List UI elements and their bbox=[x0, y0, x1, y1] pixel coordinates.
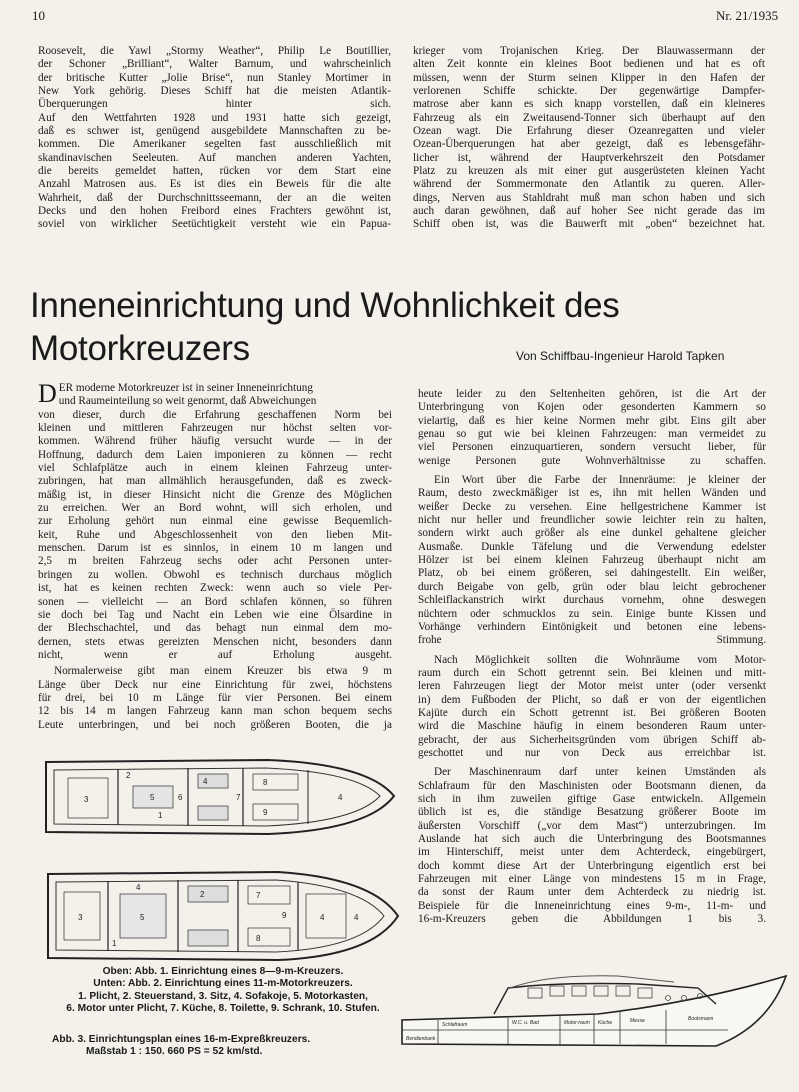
text-line: Roosevelt, die Yawl „Stormy Weather“, Philip Le Boutillier, bbox=[38, 45, 391, 57]
plan-number: 5 bbox=[140, 913, 145, 922]
text-line: nüchtern oder schmucklos zu sein. Einige bunte Kissen und bbox=[418, 607, 766, 620]
profile-label: Messe bbox=[630, 1018, 645, 1024]
article-right-column bbox=[418, 388, 766, 926]
text-line: leren Fahrzeugen liegt der Motor meist unter (oder versenkt bbox=[418, 680, 766, 693]
text-line: Hölzer ist bei einem kleinen Fahrzeug überhaupt nicht am bbox=[418, 554, 766, 567]
paragraph bbox=[418, 388, 766, 468]
text-line: müssen, wenn der Sturm seinen Klipper in den Hafen der bbox=[413, 71, 765, 84]
text-line: wird die Maschine häufig in einem besonderen Raum unter- bbox=[418, 720, 766, 733]
text-line: äußersten Vorschiff („vor dem Mast“) unterzubringen. Im bbox=[418, 819, 766, 832]
paragraph bbox=[418, 474, 766, 647]
text-line: da sonst der Raum unter dem Achterdeck zu niedrig ist. bbox=[418, 886, 766, 899]
text-line: der britische Kutter „Jolie Brise“, nun Stanley Mortimer in bbox=[38, 71, 391, 84]
profile-label: Bootsmann bbox=[688, 1016, 714, 1022]
text-line: im Hinterschiff, meist unter dem Achterdeck, eingebürgert, bbox=[418, 846, 766, 859]
text-line: Fahrzeugen mit einer Länge von mindestens 15 m in Frage, bbox=[418, 873, 766, 886]
text-line: Normalerweise gibt man einem Kreuzer bis etwa 9 m bbox=[54, 665, 392, 678]
plan-number: 9 bbox=[263, 808, 268, 817]
plan-number: 3 bbox=[78, 913, 83, 922]
text-line: zu erreichen. Wer an Bord wohnt, will sich erholen, und bbox=[38, 502, 392, 515]
text-line: nicht, wenn er auf Erholung ausgeht. bbox=[38, 648, 392, 661]
top-left-column bbox=[38, 45, 391, 232]
text-line: Auslande hat sich auch die Unterbringung des Bootsmannes bbox=[418, 833, 766, 845]
plan-number: 1 bbox=[158, 811, 163, 820]
text-line: Nach Möglichkeit sollten die Wohnräume vom Motor- bbox=[434, 653, 766, 666]
text-line: Ozean wagt. Die Erfahrung dieser Ozeanregatten und vieler bbox=[413, 125, 765, 138]
plan-number: 4 bbox=[320, 913, 325, 922]
plan-number: 7 bbox=[236, 793, 241, 802]
text-line: sie doch bei Tag und Nacht ein Leben wie eine Ölsardine in bbox=[38, 608, 392, 621]
fig3-caption bbox=[52, 1034, 310, 1059]
text-line: sondern wirkt auch größer als eine dunkel gehaltene gleicher bbox=[418, 527, 766, 540]
text-line: daß es schwer ist, genügend ausgebildete Mannschaften zu be- bbox=[38, 125, 391, 138]
fig3-caption-line: Maßstab 1 : 150. 660 PS = 52 km/std. bbox=[86, 1046, 263, 1058]
text-line: zur Erholung gehört nun einmal eine gewisse Bequemlich- bbox=[38, 515, 392, 528]
text-line: auch daran gewöhnen, daß auf hoher See nicht gerade das im bbox=[413, 205, 765, 218]
line-block bbox=[413, 45, 765, 232]
text-line: doch kommt diese Art der Unterbringung eigentlich erst bei bbox=[418, 859, 766, 872]
plan-number: 4 bbox=[136, 883, 141, 892]
text-line: wenige Personen gute Wohnverhältnisse zu schaffen. bbox=[418, 454, 766, 467]
text-line: 2,5 m breiten Fahrzeug sechs oder acht Personen unter- bbox=[38, 555, 392, 568]
top-right-column bbox=[413, 45, 765, 232]
text-line: mäßig ist, in dieser Hinsicht nicht die Grenze des Möglichen bbox=[38, 488, 392, 501]
text-line: während der Sommermonate den Atlantik zu queren. Aller- bbox=[413, 178, 765, 191]
paragraph bbox=[418, 654, 766, 761]
text-line: Kajüte durch ein Schott getrennt ist. Bei größeren Booten bbox=[418, 706, 766, 719]
text-line: viel Personen einzuquartieren, sondern versucht lieber, für bbox=[418, 441, 766, 454]
text-line: sich in ihm zuweilen giftige Gase entwickeln. Allgemein bbox=[418, 792, 766, 805]
text-line: üblich ist es, die ständige Besatzung größerer Boote im bbox=[418, 806, 766, 819]
text-line: 12 bis 14 m langen Fahrzeug kann man schon bequem sechs bbox=[38, 705, 392, 718]
plan-number: 2 bbox=[126, 771, 131, 780]
text-line: Unterbringung von Kojen oder gesonderten Kammern so bbox=[418, 401, 766, 414]
profile-label: Bendienbank bbox=[406, 1036, 436, 1042]
text-line: verlorenen Schiffe schickte. Der gegenwärtige Dampfer- bbox=[413, 85, 765, 98]
fig2-caption: Unten: Abb. 2. Einrichtung eines 11-m-Motorkreuzers. bbox=[93, 978, 353, 990]
text-line: sonen — vielleicht — an Bord schlafen können, so führen bbox=[38, 595, 392, 608]
text-line: 16-m-Kreuzers geben die Abbildungen 1 bis 3. bbox=[418, 913, 766, 926]
text-line: Schleiflackanstrich wirkt durchaus vornehm, ohne deswegen bbox=[418, 594, 766, 607]
text-line: Hoffnung, dadurch dem Laien imponieren zu können — recht bbox=[38, 448, 392, 461]
title-line-2: Motorkreuzers bbox=[30, 329, 250, 368]
text-line: nicht nur heller und freundlicher sowie leichter rein zu halten, bbox=[418, 514, 766, 527]
byline: Von Schiffbau-Ingenieur Harold Tapken bbox=[516, 349, 725, 363]
page-number: 10 bbox=[32, 8, 45, 23]
plan-number: 1 bbox=[112, 939, 117, 948]
text-line: Ausmaße. Dunkle Täfelung und die Verwendung edelster bbox=[418, 540, 766, 553]
issue-number: Nr. 21/1935 bbox=[716, 8, 779, 23]
text-line: Schiff oben ist, was die Bauwerft mit „oben“ bezeichnet hat. bbox=[413, 218, 765, 231]
text-line: Wahrheit, daß der Durchschnittsseemann, der an die weiten bbox=[38, 191, 391, 204]
paragraph bbox=[38, 665, 392, 732]
text-line: Anzahl Matrosen aus. Es ist dies ein Beweis für die alte bbox=[38, 178, 391, 191]
article-left-column bbox=[38, 379, 392, 732]
text-line: kleinen und mittleren Fahrzeugen nur höchst selten vor- bbox=[38, 422, 392, 435]
text-line: keit, Ruhe und Abgeschlossenheit von den lieben Mit- bbox=[38, 528, 392, 541]
text-line: New York gehörig. Dieses Schiff hat die meisten Atlantik- bbox=[38, 85, 391, 98]
plan-number: 7 bbox=[256, 891, 261, 900]
text-line: Auf den Wettfahrten 1928 und 1931 hatte sich gezeigt, bbox=[38, 111, 391, 124]
text-line: dings, Nerven aus Stahldraht muß man schon haben und sich bbox=[413, 191, 765, 204]
fig3-caption-line: Abb. 3. Einrichtungsplan eines 16-m-Expreßkreuzers. bbox=[52, 1034, 311, 1045]
text-line: ist, hat es keinen rechten Zweck: wenn auch so viele Per- bbox=[38, 582, 392, 595]
text-line: bringen zu wollen. Obwohl es technisch durchaus möglich bbox=[38, 568, 392, 581]
plan-number: 9 bbox=[282, 911, 287, 920]
text-line: Raum, desto zweckmäßiger ist es, ihn mit hellen Wänden und bbox=[418, 487, 766, 500]
text-line: Ein Wort über die Farbe der Innenräume: je kleiner der bbox=[434, 474, 766, 487]
text-line: krieger vom Trojanischen Krieg. Der Blauwassermann der bbox=[413, 45, 765, 57]
text-line: zubringen, hat man allmählich herausgefunden, daß es zweck- bbox=[38, 475, 392, 488]
text-line: Fahrzeug als ein Zweitausend-Tonner sich überhaupt auf den bbox=[413, 111, 765, 124]
text-line: Platz, ob bei einem größeren, sei dahingestellt. Ein weißer, bbox=[418, 567, 766, 580]
text-line: der Blechschachtel, und das behagt nun einmal dem mo- bbox=[38, 622, 392, 635]
paragraph bbox=[38, 409, 392, 663]
text-line: heute leider zu den Seltenheiten gehören, ist die Art der bbox=[418, 388, 766, 400]
plan-number: 5 bbox=[150, 793, 155, 802]
text-line: gebracht, der aus Sicherheitsgründen vom übrigen Schiff ab- bbox=[418, 733, 766, 746]
text-line: Schlafraum für den Maschinisten oder Bootsmann dienen, da bbox=[418, 779, 766, 792]
text-line: licher ist, während der Hauptverkehrszeit den Potsdamer bbox=[413, 151, 765, 164]
figure-1-plan bbox=[38, 752, 403, 842]
text-line: für drei, bei 10 m Länge für vier Personen. Bei einem bbox=[38, 691, 392, 704]
text-line: menschen. Darum ist es sinnlos, in einem 10 m langen und bbox=[38, 542, 392, 555]
text-line: die bereits gemeldet hatten, rücken vor dem Start eine bbox=[38, 165, 391, 178]
figure-2-plan bbox=[38, 866, 403, 966]
text-line: Leute unterbringen, und bei noch größeren Booten, die ja bbox=[38, 718, 392, 731]
legend-line: 1. Plicht, 2. Steuerstand, 3. Sitz, 4. Sofakoje, 5. Motorkasten, bbox=[78, 990, 368, 1002]
text-line: Überquerungen hinter sich. bbox=[38, 98, 391, 111]
profile-label: Küche bbox=[598, 1020, 613, 1026]
plan-number: 4 bbox=[203, 777, 208, 786]
text-line: weißer Decke zu versehen. Eine hellgestrichene Kammer ist bbox=[418, 500, 766, 513]
text-line: frohe Stimmung. bbox=[418, 634, 766, 647]
drop-cap: D bbox=[38, 379, 57, 408]
text-line: durch Beigabe von gelb, grün oder blau leicht gebrochener bbox=[418, 580, 766, 593]
plan-number: 8 bbox=[256, 934, 261, 943]
text-line: raum durch ein Schott getrennt sein. Bei kleinen und mitt- bbox=[418, 666, 766, 679]
plan-number: 6 bbox=[178, 793, 183, 802]
profile-label: Schlafraum bbox=[442, 1022, 468, 1028]
text-line: soviel von wirklicher Seetüchtigkeit versteht wie ein Papua- bbox=[38, 218, 391, 231]
text-line: viel Schlafplätze auch in einem kleinen Fahrzeug unter- bbox=[38, 462, 392, 475]
text-line: Decks und den hohen Freibord eines Frachters gewöhnt ist, bbox=[38, 205, 391, 218]
text-line: Beispiele für die Inneneinrichtung eines 9-m-, 11-m- und bbox=[418, 899, 766, 912]
figure-captions bbox=[38, 966, 408, 1015]
text-line: kommen. Die Amerikaner segelten fast ausschließlich mit bbox=[38, 138, 391, 151]
text-line: und Raumeinteilung so weit genormt, daß Abweichungen bbox=[58, 395, 317, 408]
fig1-caption: Oben: Abb. 1. Einrichtung eines 8—9-m-Kreuzers. bbox=[102, 966, 344, 977]
text-line: von dieser, durch die Erfahrung geschaffenen Norm bei bbox=[38, 408, 392, 421]
text-line: Platz zu kreuzen als mit einer gut ausgerüsteten kleinen Yacht bbox=[413, 165, 765, 178]
text-line: kommen. Während früher häufig versucht wurde — in der bbox=[38, 435, 392, 448]
text-line: genau so gut wie bei kleinen Fahrzeugen: man vermeidet zu bbox=[418, 428, 766, 441]
first-lines bbox=[38, 379, 392, 409]
title-line-1: Inneneinrichtung und Wohnlichkeit des bbox=[30, 286, 620, 325]
text-line: Der Maschinenraum darf unter keinen Umständen als bbox=[434, 766, 766, 779]
text-line: dernen, stets etwas gereizten Menschen nicht, besonders dann bbox=[38, 635, 392, 648]
text-line: geschottet und nur von Deck aus erreichbar ist. bbox=[418, 746, 766, 759]
plan-number: 3 bbox=[84, 795, 89, 804]
text-line: matrose aber kann es sich knapp vorstellen, daß ein kleineres bbox=[413, 98, 765, 111]
text-line: alten Zeit konnte ein kleines Boot bedienen und hat es oft bbox=[413, 58, 765, 71]
plan-number: 4 bbox=[354, 913, 359, 922]
line-block bbox=[38, 45, 391, 232]
profile-label: W.C. u. Bad bbox=[512, 1020, 539, 1026]
paragraph bbox=[418, 766, 766, 926]
profile-label: Motor-raum bbox=[564, 1020, 590, 1026]
plan-number: 2 bbox=[200, 890, 205, 899]
text-line: Länge über Deck nur eine Einrichtung für zwei, höchstens bbox=[38, 678, 392, 691]
plan-number: 4 bbox=[338, 793, 343, 802]
figure-3-profile bbox=[398, 948, 793, 1058]
text-line: ER moderne Motorkreuzer ist in seiner Inneneinrichtung bbox=[58, 382, 313, 394]
text-line: Vorhänge verhindern Eintönigkeit und betonen eine lebens- bbox=[418, 620, 766, 633]
plan-number: 8 bbox=[263, 778, 268, 787]
text-line: vielartig, daß es hier keine Normen mehr gibt. Eins gilt aber bbox=[418, 414, 766, 427]
text-line: skandinavischen Seeleuten. Auf manchen anderen Yachten, bbox=[38, 151, 391, 164]
text-line: Ozean-Überquerungen hat aber gezeigt, daß es lebensgefähr- bbox=[413, 138, 765, 151]
legend-line: 6. Motor unter Plicht, 7. Küche, 8. Toilette, 9. Schrank, 10. Stufen. bbox=[66, 1002, 380, 1014]
text-line: der Schoner „Brilliant“, Walter Barnum, und wahrscheinlich bbox=[38, 58, 391, 71]
text-line: in) dem Fußboden der Plicht, so daß er von der eigentlichen bbox=[418, 693, 766, 706]
